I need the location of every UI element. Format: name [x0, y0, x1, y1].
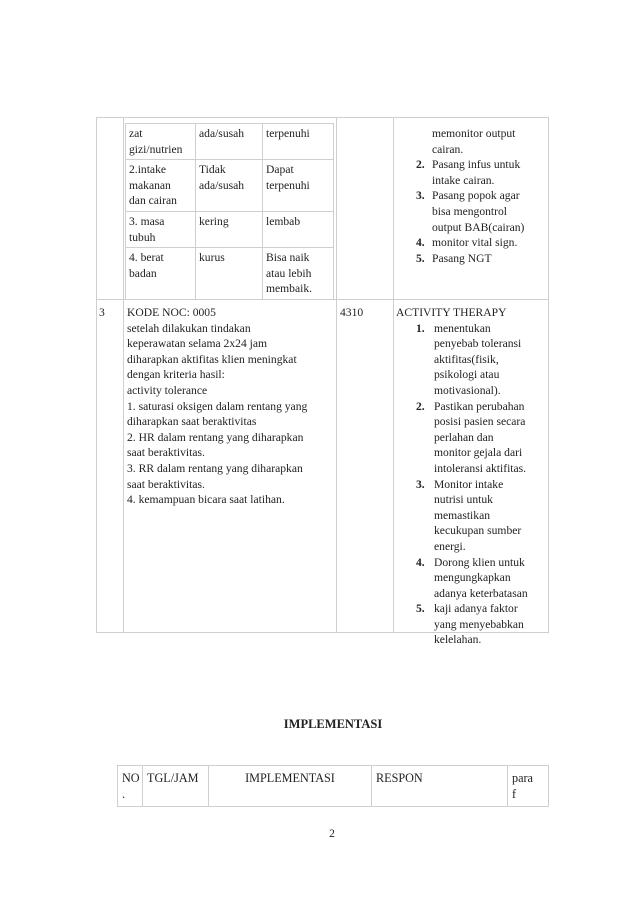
criteria-cell: 3. masa tubuh	[126, 211, 196, 247]
noc-outcome-text	[127, 305, 335, 508]
noc-line: 2. HR dalam rentang yang diharapkan	[127, 430, 304, 444]
nic-title: ACTIVITY THERAPY	[396, 306, 507, 319]
list-item: 2. Pasang infus untuk intake cairan.	[416, 158, 521, 187]
header-implementasi: IMPLEMENTASI	[209, 766, 372, 807]
noc-line: 4. kemampuan bicara saat latihan.	[127, 493, 285, 507]
list-item: 4. Dorong klien untuk mengungkapkan adanya keterbatasan	[416, 555, 528, 600]
list-item: 5. Pasang NGT	[416, 251, 492, 265]
intervention-list-continued	[396, 126, 546, 266]
criteria-cell: kering	[196, 211, 263, 247]
table-border-top	[96, 117, 549, 118]
section-heading: IMPLEMENTASI	[283, 717, 383, 731]
table-row	[126, 248, 334, 300]
row-number: 3	[99, 306, 105, 319]
header-tgl-jam: TGL/JAM	[143, 766, 209, 807]
list-item: 1. menentukan penyebab toleransi aktifitas(fisik, psikologi atau motivasional).	[416, 321, 522, 397]
header-respon: RESPON	[372, 766, 508, 807]
criteria-cell: Bisa naik atau lebih membaik.	[263, 248, 334, 300]
noc-line: diharapkan saat beraktivitas	[127, 415, 257, 429]
list-item: 3. Monitor intake nutrisi untuk memastikan kecukupan sumber energi.	[416, 477, 522, 553]
list-item: 2. Pastikan perubahan posisi pasien secara perlahan dan monitor gejala dari intoleransi aktifitas.	[416, 399, 527, 475]
intervention-line: cairan.	[432, 142, 464, 156]
criteria-cell: Tidak ada/susah	[196, 160, 263, 212]
noc-line: KODE NOC: 0005	[127, 306, 216, 319]
noc-line: saat beraktivitas.	[127, 477, 205, 491]
noc-line: dengan kriteria hasil:	[127, 368, 225, 382]
criteria-cell: lembab	[263, 211, 334, 247]
noc-line: activity tolerance	[127, 383, 208, 397]
table-row	[126, 124, 334, 160]
criteria-cell: Dapat terpenuhi	[263, 160, 334, 212]
header-no: NO .	[118, 766, 143, 807]
criteria-cell: zat gizi/nutrien	[126, 124, 196, 160]
table-row	[118, 766, 549, 807]
list-item: 5. kaji adanya faktor yang menyebabkan kelelahan.	[416, 602, 524, 647]
criteria-cell: 2.intake makanan dan cairan	[126, 160, 196, 212]
intervention-items	[396, 157, 546, 266]
table-col-divider-2	[123, 117, 124, 633]
criteria-cell: terpenuhi	[263, 124, 334, 160]
criteria-cell: ada/susah	[196, 124, 263, 160]
table-col-divider-3	[336, 117, 337, 633]
nic-items	[396, 321, 548, 648]
noc-line: 1. saturasi oksigen dalam rentang yang	[127, 399, 308, 413]
list-item: 3. Pasang popok agar bisa mengontrol output BAB(cairan)	[416, 189, 525, 234]
nic-intervention	[396, 305, 548, 648]
implementation-table-header	[117, 765, 549, 807]
nic-code: 4310	[340, 306, 364, 319]
intervention-line: memonitor output	[432, 127, 516, 140]
table-col-divider-1	[96, 117, 97, 633]
table-row	[126, 160, 334, 212]
noc-line: diharapkan aktifitas klien meningkat	[127, 352, 297, 366]
table-col-divider-5	[548, 117, 549, 633]
criteria-cell: kurus	[196, 248, 263, 300]
noc-line: keperawatan selama 2x24 jam	[127, 337, 268, 351]
table-row	[126, 211, 334, 247]
list-item: 4. monitor vital sign.	[416, 236, 518, 250]
criteria-cell: 4. berat badan	[126, 248, 196, 300]
table-col-divider-4	[393, 117, 394, 633]
noc-line: setelah dilakukan tindakan	[127, 321, 251, 335]
criteria-table	[125, 123, 334, 300]
noc-line: 3. RR dalam rentang yang diharapkan	[127, 461, 303, 475]
header-paraf: para f	[508, 766, 549, 807]
page-number: 2	[329, 827, 335, 840]
noc-line: saat beraktivitas.	[127, 446, 205, 460]
